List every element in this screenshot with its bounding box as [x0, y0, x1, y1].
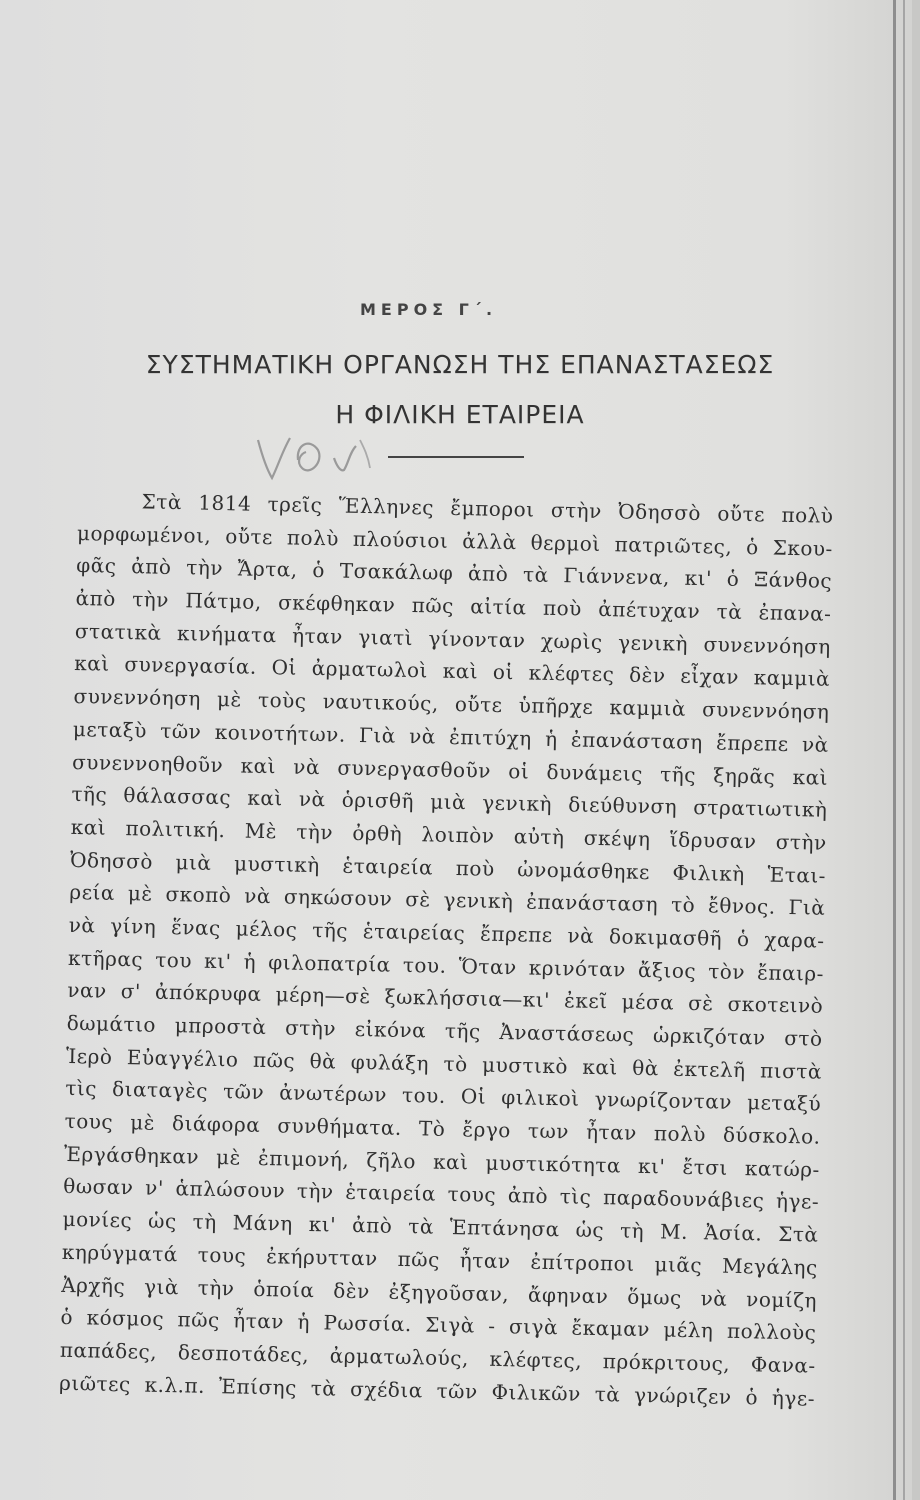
title-divider — [388, 456, 524, 458]
text-line: δωμάτιο μπροστὰ στὴν εἰκόνα τῆς Ἀναστάσεως ὡρκιζόταν στὸ — [66, 1010, 823, 1051]
text-line: ρεία μὲ σκοπὸ νὰ σηκώσουν σὲ γενικὴ ἐπανάσταση τὸ ἔθνος. Γιὰ — [69, 880, 826, 920]
text-line: παπάδες, δεσποτάδες, ἀρματωλούς, κλέφτες, πρόκριτους, Φανα- — [59, 1337, 816, 1378]
text-line: Ὀδησσὸ μιὰ μυστικὴ ἑταιρεία ποὺ ὠνομάσθηκε Φιλικὴ Ἑται- — [69, 847, 827, 888]
text-line: ὁ κόσμος πῶς ἦταν ἡ Ρωσσία. Σιγὰ - σιγὰ ἔκαμαν μέλη πολλοὺς — [60, 1305, 817, 1345]
page-edge-shadow — [893, 0, 896, 1500]
text-line: θωσαν ν' ἁπλώσουν τὴν ἑταιρεία τους ἀπὸ τὶς παραδουνάβιες ἡγε- — [63, 1174, 820, 1215]
text-line: Ἀρχῆς γιὰ τὴν ὁποία δὲν ἐξηγοῦσαν, ἄφηναν ὅμως νὰ νομίζη — [60, 1272, 818, 1313]
page-edge-shadow — [903, 0, 905, 1500]
text-line: ἀπὸ τὴν Πάτμο, σκέφθηκαν πῶς αἰτία ποὺ ἀπέτυχαν τὰ ἐπανα- — [75, 586, 832, 626]
text-line: μονίες ὡς τὴ Μάνη κι' ἀπὸ τὰ Ἑπτάνησα ὡς τὴ Μ. Ἀσία. Στὰ — [62, 1206, 819, 1247]
text-line: καὶ πολιτική. Μὲ τὴν ὀρθὴ λοιπὸν αὐτὴ σκέψη ἵδρυσαν στὴν — [70, 814, 827, 855]
text-line: μεταξὺ τῶν κοινοτήτων. Γιὰ νὰ ἐπιτύχη ἡ ἐπανάσταση ἔπρεπε νὰ — [72, 716, 829, 757]
page-edge — [912, 0, 920, 1500]
text-line: φᾶς ἀπὸ τὴν Ἄρτα, ὁ Τσακάλωφ ἀπὸ τὰ Γιάννενα, κι' ὁ Ξάνθος — [76, 553, 833, 594]
text-line: ναν σ' ἀπόκρυφα μέρη—σὲ ξωκλήσσια—κι' ἐκεῖ μέσα σὲ σκοτεινὸ — [67, 978, 824, 1019]
text-line: συνεννόηση μὲ τοὺς ναυτικούς, οὔτε ὑπῆρχε καμμιὰ συνεννόηση — [73, 684, 830, 724]
text-line: συνεννοηθοῦν καὶ νὰ συνεργασθοῦν οἱ δυνάμεις τῆς ξηρᾶς καὶ — [71, 749, 829, 790]
text-line: τους μὲ διάφορα συνθήματα. Τὸ ἔργο των ἦταν πολὺ δύσκολο. — [64, 1108, 821, 1149]
text-line: τῆς θάλασσας καὶ νὰ ὁρισθῆ μιὰ γενικὴ διεύθυνση στρατιωτικὴ — [71, 782, 828, 822]
text-line: κηρύγματά τους ἐκήρυτταν πῶς ἦταν ἐπίτροποι μιᾶς Μεγάλης — [61, 1239, 819, 1280]
text-line: κτῆρας του κι' ἡ φιλοπατρία του. Ὅταν κρινόταν ἄξιος τὸν ἔπαιρ- — [67, 945, 825, 986]
handwritten-mark — [240, 400, 390, 500]
text-line: ριῶτες κ.λ.π. Ἐπίσης τὰ σχέδια τῶν Φιλικῶν τὰ γνώριζεν ὁ ἡγε- — [58, 1370, 816, 1411]
part-heading: ΜΕΡΟΣ Γ΄. — [360, 300, 498, 319]
text-line: μορφωμένοι, οὔτε πολὺ πλούσιοι ἀλλὰ θερμοὶ πατριῶτες, ὁ Σκου- — [76, 520, 834, 561]
chapter-subtitle: Η ΦΙΛΙΚΗ ΕΤΑΙΡΕΙΑ — [335, 400, 585, 429]
text-line: Στὰ 1814 τρεῖς Ἕλληνες ἔμποροι στὴν Ὀδησσὸ οὔτε πολὺ — [141, 489, 834, 528]
text-line: νὰ γίνη ἕνας μέλος τῆς ἑταιρείας ἔπρεπε νὰ δοκιμασθῆ ὁ χαρα- — [68, 912, 825, 953]
text-line: Ἐργάσθηκαν μὲ ἐπιμονή, ζῆλο καὶ μυστικότητα κι' ἔτσι κατώρ- — [63, 1141, 821, 1182]
text-line: καὶ συνεργασία. Οἱ ἀρματωλοὶ καὶ οἱ κλέφτες δὲν εἶχαν καμμιὰ — [73, 651, 831, 692]
body-paragraph — [59, 484, 834, 1415]
text-line: στατικὰ κινήματα ἦταν γιατὶ γίνονταν χωρὶς γενικὴ συνεννόηση — [74, 618, 832, 659]
chapter-title: ΣΥΣΤΗΜΑΤΙΚΗ ΟΡΓΑΝΩΣΗ ΤΗΣ ΕΠΑΝΑΣΤΑΣΕΩΣ — [145, 350, 775, 379]
text-line: Ἱερὸ Εὐαγγέλιο πῶς θὰ φυλάξη τὸ μυστικὸ καὶ θὰ ἐκτελῆ πιστὰ — [65, 1043, 823, 1084]
text-line: τὶς διαταγὲς τῶν ἀνωτέρων του. Οἱ φιλικοὶ γνωρίζονταν μεταξύ — [65, 1076, 822, 1117]
